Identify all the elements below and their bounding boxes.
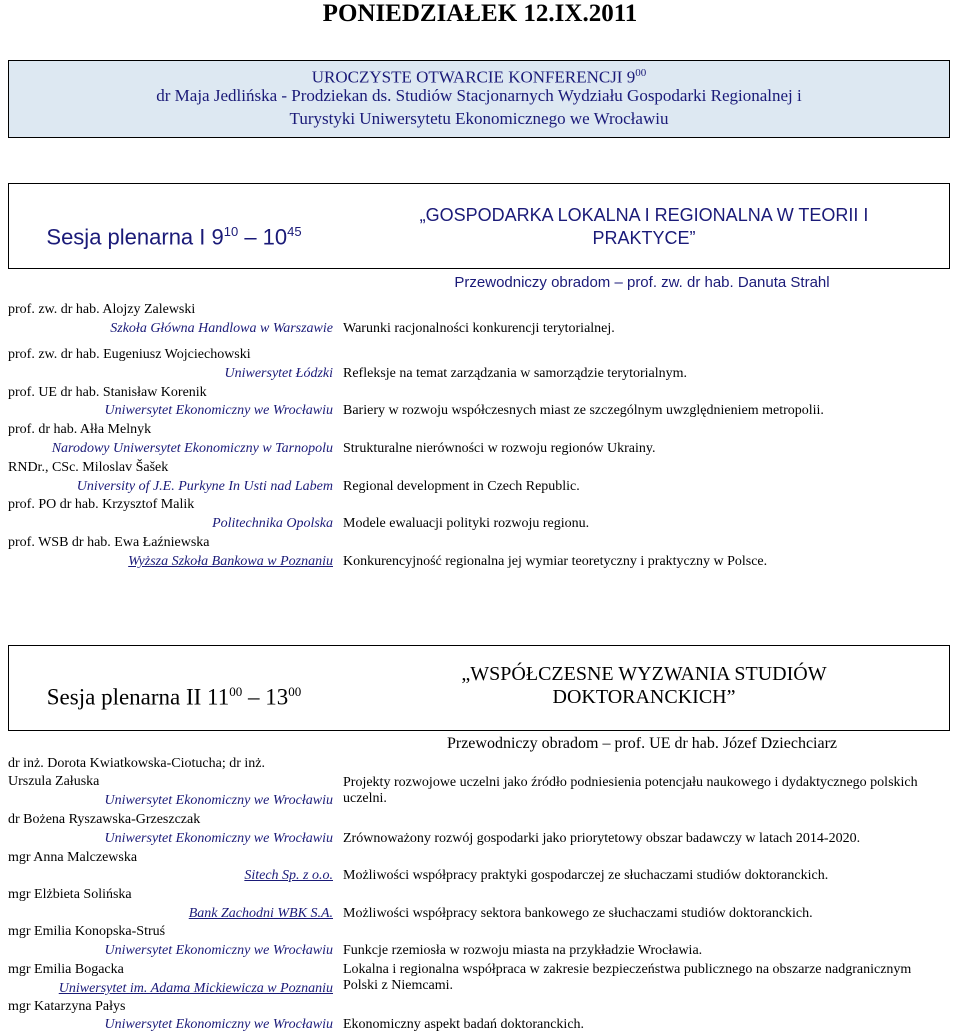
session-2-title-line-2: DOKTORANCKICH” [552,686,736,708]
speaker-name: mgr Anna Malczewska [8,850,138,865]
speaker-affiliation: University of J.E. Purkyne In Usti nad Labem [76,479,333,494]
session-2-label [9,684,339,711]
opening-speaker-line-1: dr Maja Jedlińska - Prodziekan ds. Studiów Stacjonarnych Wydziału Gospodarki Regionalnej i [156,86,802,105]
session-1-label [9,224,339,250]
speaker-affiliation: Sitech Sp. z o.o. [244,868,333,883]
opening-speaker-line-2: Turystyki Uniwersytetu Ekonomicznego we Wrocławiu [289,109,669,128]
speaker-name: prof. zw. dr hab. Alojzy Zalewski [8,302,196,317]
speaker-name: prof. UE dr hab. Stanisław Korenik [8,385,207,400]
speaker-name: prof. WSB dr hab. Ewa Łaźniewska [8,535,210,550]
opening-ceremony-box [8,60,950,138]
opening-title [9,63,949,88]
session-1-chair: Przewodniczy obradom – prof. zw. dr hab. Danuta Strahl [454,274,830,291]
session-1-label-a: Sesja plenarna I 9 [46,224,224,250]
session-2-chair: Przewodniczy obradom – prof. UE dr hab. Józef Dziechciarz [446,735,838,752]
speaker-name: mgr Emilia Konopska-Struś [8,924,166,939]
speaker-affiliation: Narodowy Uniwersytet Ekonomiczny w Tarnopolu [51,441,333,456]
talk-topic: Lokalna i regionalna współpraca w zakresie bezpieczeństwa publicznego na obszarze nadgranicznym Polski z Niemcami. [343,962,912,993]
opening-title-text: UROCZYSTE OTWARCIE KONFERENCJI 9 [311,67,636,87]
speaker-name: dr inż. Dorota Kwiatkowska-Ciotucha; dr inż. [8,756,265,771]
speaker-name: prof. PO dr hab. Krzysztof Malik [8,497,195,512]
speaker-affiliation: Politechnika Opolska [212,516,333,531]
speaker-name: RNDr., CSc. Miloslav Šašek [8,460,169,475]
speaker-name: mgr Emilia Bogacka [8,962,124,977]
speaker-affiliation: Szkoła Główna Handlowa w Warszawie [110,321,333,336]
day-title: PONIEDZIAŁEK 12.IX.2011 [322,0,638,27]
speaker-affiliation: Uniwersytet Łódzki [224,366,333,381]
speaker-affiliation: Uniwersytet Ekonomiczny we Wrocławiu [104,831,333,846]
session-2-header [8,645,950,731]
session-1-header [8,183,950,269]
speaker-affiliation: Uniwersytet Ekonomiczny we Wrocławiu [104,793,333,808]
session-1-sup-a: 10 [223,224,239,239]
talk-topic: Konkurencyjność regionalna jej wymiar teoretyczny i praktyczny w Polsce. [343,554,768,569]
session-2-label-b: – 13 [242,684,289,710]
speaker-name: prof. zw. dr hab. Eugeniusz Wojciechowski [8,347,251,362]
speaker-affiliation: Uniwersytet Ekonomiczny we Wrocławiu [104,1017,333,1032]
speaker-name: mgr Elżbieta Solińska [8,887,132,902]
talk-topic: Projekty rozwojowe uczelni jako źródło podniesienia potencjału naukowego i dydaktycznego polskich uczelni. [343,775,918,806]
talk-topic: Bariery w rozwoju współczesnych miast ze szczególnym uwzględnieniem metropolii. [343,403,824,418]
session-1-title-line-1: „GOSPODARKA LOKALNA I REGIONALNA W TEORII I [419,205,869,225]
speaker-affiliation: Uniwersytet Ekonomiczny we Wrocławiu [104,943,333,958]
speaker-affiliation: Wyższa Szkoła Bankowa w Poznaniu [128,554,333,569]
speaker-name: prof. dr hab. Ałła Melnyk [8,422,152,437]
talk-topic: Ekonomiczny aspekt badań doktoranckich. [343,1017,585,1032]
speaker-name: mgr Katarzyna Pałys [8,999,126,1014]
session-2-title-line-1: „WSPÓŁCZESNE WYZWANIA STUDIÓW [461,663,827,685]
talk-topic: Zrównoważony rozwój gospodarki jako priorytetowy obszar badawczy w latach 2014-2020. [343,831,861,846]
opening-time-sup: 00 [635,67,647,79]
speaker-affiliation: Uniwersytet im. Adama Mickiewicza w Poznaniu [58,981,333,996]
session-1-title-line-2: PRAKTYCE” [592,228,696,248]
session-2-label-a: Sesja plenarna II 11 [46,684,230,710]
session-2-sup-a: 00 [229,684,243,699]
talk-topic: Warunki racjonalności konkurencji terytorialnej. [343,321,615,336]
session-2-sup-b: 00 [288,684,302,699]
session-1-sup-b: 45 [287,224,302,239]
talk-topic: Modele ewaluacji polityki rozwoju regionu. [343,516,590,531]
talk-topic: Regional development in Czech Republic. [343,479,580,494]
talk-topic: Refleksje na temat zarządzania w samorządzie terytorialnym. [343,366,687,381]
speaker-affiliation: Bank Zachodni WBK S.A. [188,906,333,921]
talk-topic: Możliwości współpracy sektora bankowego ze słuchaczami studiów doktoranckich. [343,906,813,921]
talk-topic: Strukturalne nierówności w rozwoju regionów Ukrainy. [343,441,656,456]
speaker-affiliation: Uniwersytet Ekonomiczny we Wrocławiu [104,403,333,418]
speaker-name-continued: Urszula Załuska [8,774,100,789]
session-1-label-b: – 10 [238,224,288,250]
talk-topic: Funkcje rzemiosła w rozwoju miasta na przykładzie Wrocławia. [343,943,703,958]
talk-topic: Możliwości współpracy praktyki gospodarczej ze słuchaczami studiów doktoranckich. [343,868,829,883]
speaker-name: dr Bożena Ryszawska-Grzeszczak [8,812,201,827]
